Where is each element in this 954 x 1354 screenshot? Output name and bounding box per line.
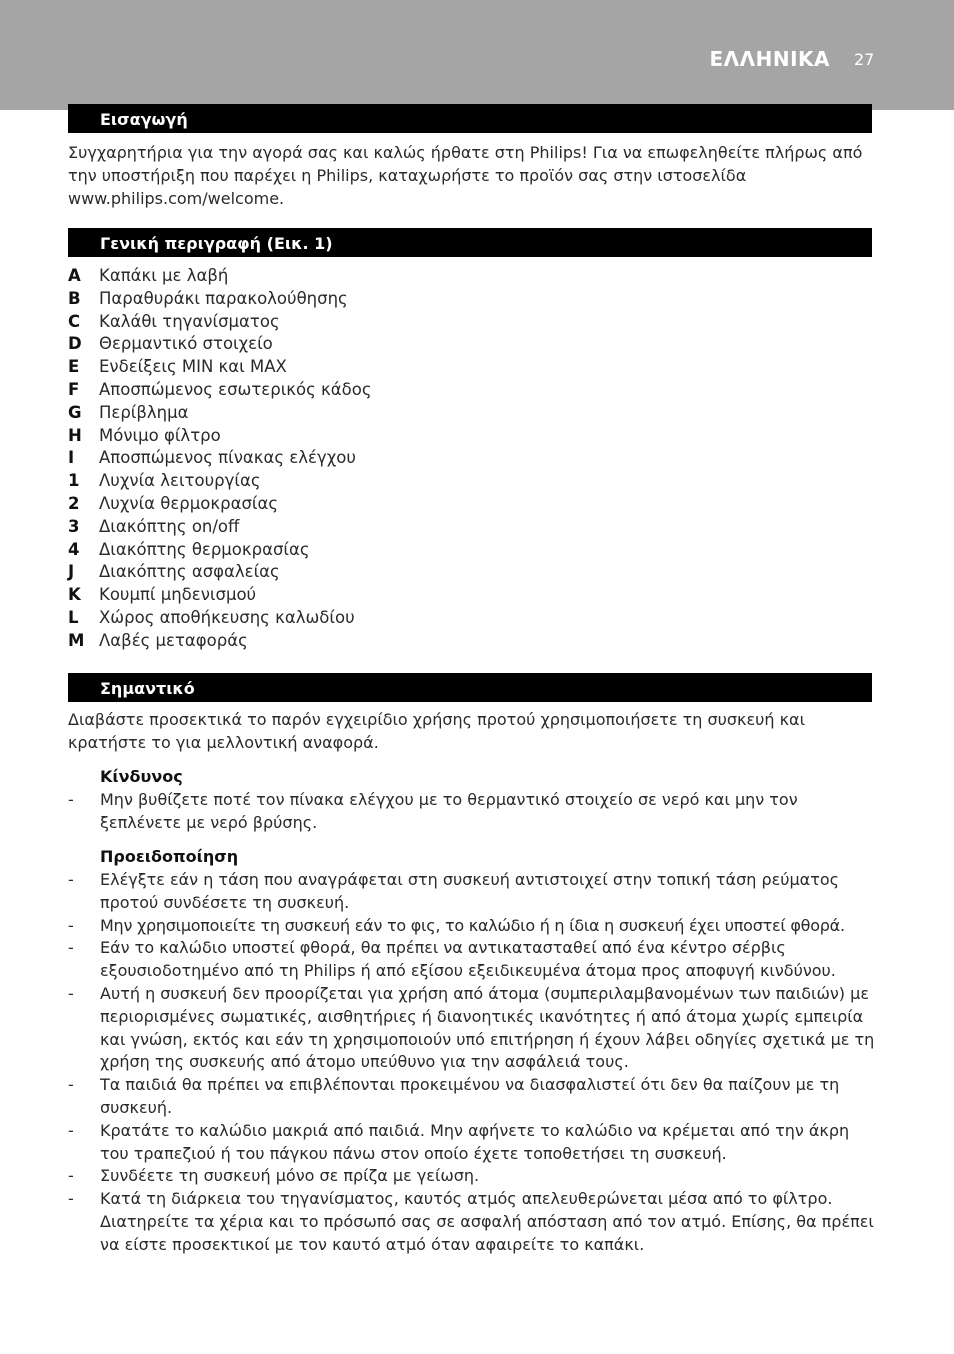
dash-marker: - — [68, 1120, 74, 1140]
warning-heading: Προειδοποίηση — [100, 847, 239, 866]
list-item — [68, 789, 876, 835]
item-label: Διακόπτης θερμοκρασίας — [99, 539, 310, 559]
item-label: Μόνιμο φίλτρο — [99, 425, 221, 445]
section-title-important: Σημαντικό — [68, 673, 872, 702]
item-key: 2 — [68, 493, 80, 513]
list-item — [68, 1188, 876, 1256]
item-key: B — [68, 288, 81, 308]
item-label: Διακόπτης on/off — [99, 516, 240, 536]
item-label: Διακόπτης ασφαλείας — [99, 562, 280, 582]
important-text: Διαβάστε προσεκτικά το παρόν εγχειρίδιο χρήσης προτού χρησιμοποιήσετε τη συσκευή και κρατήστε το για μελλοντική αναφορά. — [68, 710, 805, 752]
bullet-text: Αυτή η συσκευή δεν προορίζεται για χρήση από άτομα (συμπεριλαμβανομένων των παιδιών) με περιορισμένες σωματικές, αισθητήριες ή διανοητικές ικανότητες ή από άτομα χωρίς εμπειρία και γνώση, εκτός και εάν τη χρησιμοποιούν υπό επιτήρηση ή έχουν λάβει οδηγίες σχετικά με τη χρήση της συσκευής από άτομο υπεύθυνο για την ασφάλειά τους. — [100, 983, 875, 1072]
item-key: F — [68, 379, 80, 399]
list-item — [68, 1120, 876, 1166]
item-key: J — [68, 562, 75, 582]
item-key: M — [68, 630, 85, 650]
item-key: H — [68, 425, 82, 445]
item-label: Καλάθι τηγανίσματος — [99, 311, 280, 331]
item-label: Περίβλημα — [99, 402, 189, 422]
section-title-intro: Εισαγωγή — [68, 104, 872, 133]
item-key: I — [68, 448, 75, 468]
item-key: E — [68, 357, 80, 377]
item-label: Αποσπώμενος εσωτερικός κάδος — [99, 379, 372, 399]
language-label: ΕΛΛΗΝΙΚΑ — [709, 47, 830, 71]
header-band — [0, 0, 954, 110]
item-label: Αποσπώμενος πίνακας ελέγχου — [99, 448, 356, 468]
item-label: Καπάκι με λαβή — [99, 266, 229, 285]
bullet-text: Ελέγξτε εάν η τάση που αναγράφεται στη συσκευή αντιστοιχεί στην τοπική τάση ρεύματος προτού συνδέσετε τη συσκευή. — [100, 870, 840, 912]
item-label: Λυχνία λειτουργίας — [99, 471, 261, 491]
item-key: 1 — [68, 471, 80, 491]
item-label: Παραθυράκι παρακολούθησης — [99, 288, 348, 308]
page-number: 27 — [854, 50, 875, 69]
bullet-text: Μην χρησιμοποιείτε τη συσκευή εάν το φις, το καλώδιο ή η ίδια η συσκευή έχει υποστεί φθορά. — [100, 915, 845, 935]
dash-marker: - — [68, 790, 74, 809]
item-key: 3 — [68, 516, 80, 536]
item-key: A — [68, 266, 81, 285]
item-key: L — [68, 607, 79, 627]
item-label: Θερμαντικό στοιχείο — [99, 334, 273, 354]
dash-marker: - — [68, 1075, 74, 1095]
dash-marker: - — [68, 983, 74, 1003]
warning-list — [68, 869, 876, 1257]
item-key: G — [68, 402, 82, 422]
item-label: Χώρος αποθήκευσης καλωδίου — [99, 607, 355, 627]
list-item — [68, 983, 876, 1074]
item-key: 4 — [68, 539, 80, 559]
list-item — [68, 869, 876, 915]
list-item — [68, 937, 876, 983]
item-label: Κουμπί μηδενισμού — [99, 585, 257, 605]
danger-list — [68, 789, 876, 835]
item-label: Λυχνία θερμοκρασίας — [99, 493, 279, 513]
item-label: Ενδείξεις MIN και MAX — [99, 357, 287, 377]
dash-marker: - — [68, 938, 74, 958]
bullet-text: Μην βυθίζετε ποτέ τον πίνακα ελέγχου με το θερμαντικό στοιχείο σε νερό και μην τον ξεπλένετε με νερό βρύσης. — [100, 790, 798, 832]
list-item — [68, 1165, 876, 1188]
dash-marker: - — [68, 1166, 74, 1186]
intro-text: Συγχαρητήρια για την αγορά σας και καλώς ήρθατε στη Philips! Για να επωφεληθείτε πλήρως από την υποστήριξη που παρέχει η Philips, καταχωρήστε το προϊόν σας στην ιστοσελίδα www.philips.com/welcome. — [68, 143, 863, 208]
list-item — [68, 915, 876, 938]
dash-marker: - — [68, 870, 74, 889]
item-label: Λαβές μεταφοράς — [99, 630, 248, 650]
item-key: C — [68, 311, 81, 331]
bullet-text: Συνδέετε τη συσκευή μόνο σε πρίζα με γείωση. — [100, 1166, 480, 1186]
list-item — [68, 1074, 876, 1120]
bullet-text: Κατά τη διάρκεια του τηγανίσματος, καυτός ατμός απελευθερώνεται μέσα από το φίλτρο. Διατηρείτε τα χέρια και το πρόσωπό σας σε ασφαλή απόσταση από τον ατμό. Επίσης, θα πρέπει να είστε προσεκτικοί με τον καυτό ατμό όταν αφαιρείτε το καπάκι. — [100, 1189, 874, 1254]
bullet-text: Εάν το καλώδιο υποστεί φθορά, θα πρέπει να αντικατασταθεί από ένα κέντρο σέρβις εξουσιοδοτημένο από τη Philips ή από εξίσου εξειδικευμένα άτομα προς αποφυγή κινδύνου. — [100, 938, 836, 981]
item-key: K — [68, 585, 81, 605]
bullet-text: Τα παιδιά θα πρέπει να επιβλέπονται προκειμένου να διασφαλιστεί ότι δεν θα παίζουν με τη συσκευή. — [100, 1075, 840, 1117]
item-key: D — [68, 334, 82, 354]
dash-marker: - — [68, 915, 74, 935]
danger-heading: Κίνδυνος — [100, 767, 183, 786]
section-title-general: Γενική περιγραφή (Εικ. 1) — [68, 228, 872, 257]
bullet-text: Κρατάτε το καλώδιο μακριά από παιδιά. Μην αφήνετε το καλώδιο να κρέμεται από την άκρη του τραπεζιού ή του πάγκου πάνω στον οποίο έχετε τοποθετήσει τη συσκευή. — [100, 1120, 850, 1163]
dash-marker: - — [68, 1189, 74, 1209]
